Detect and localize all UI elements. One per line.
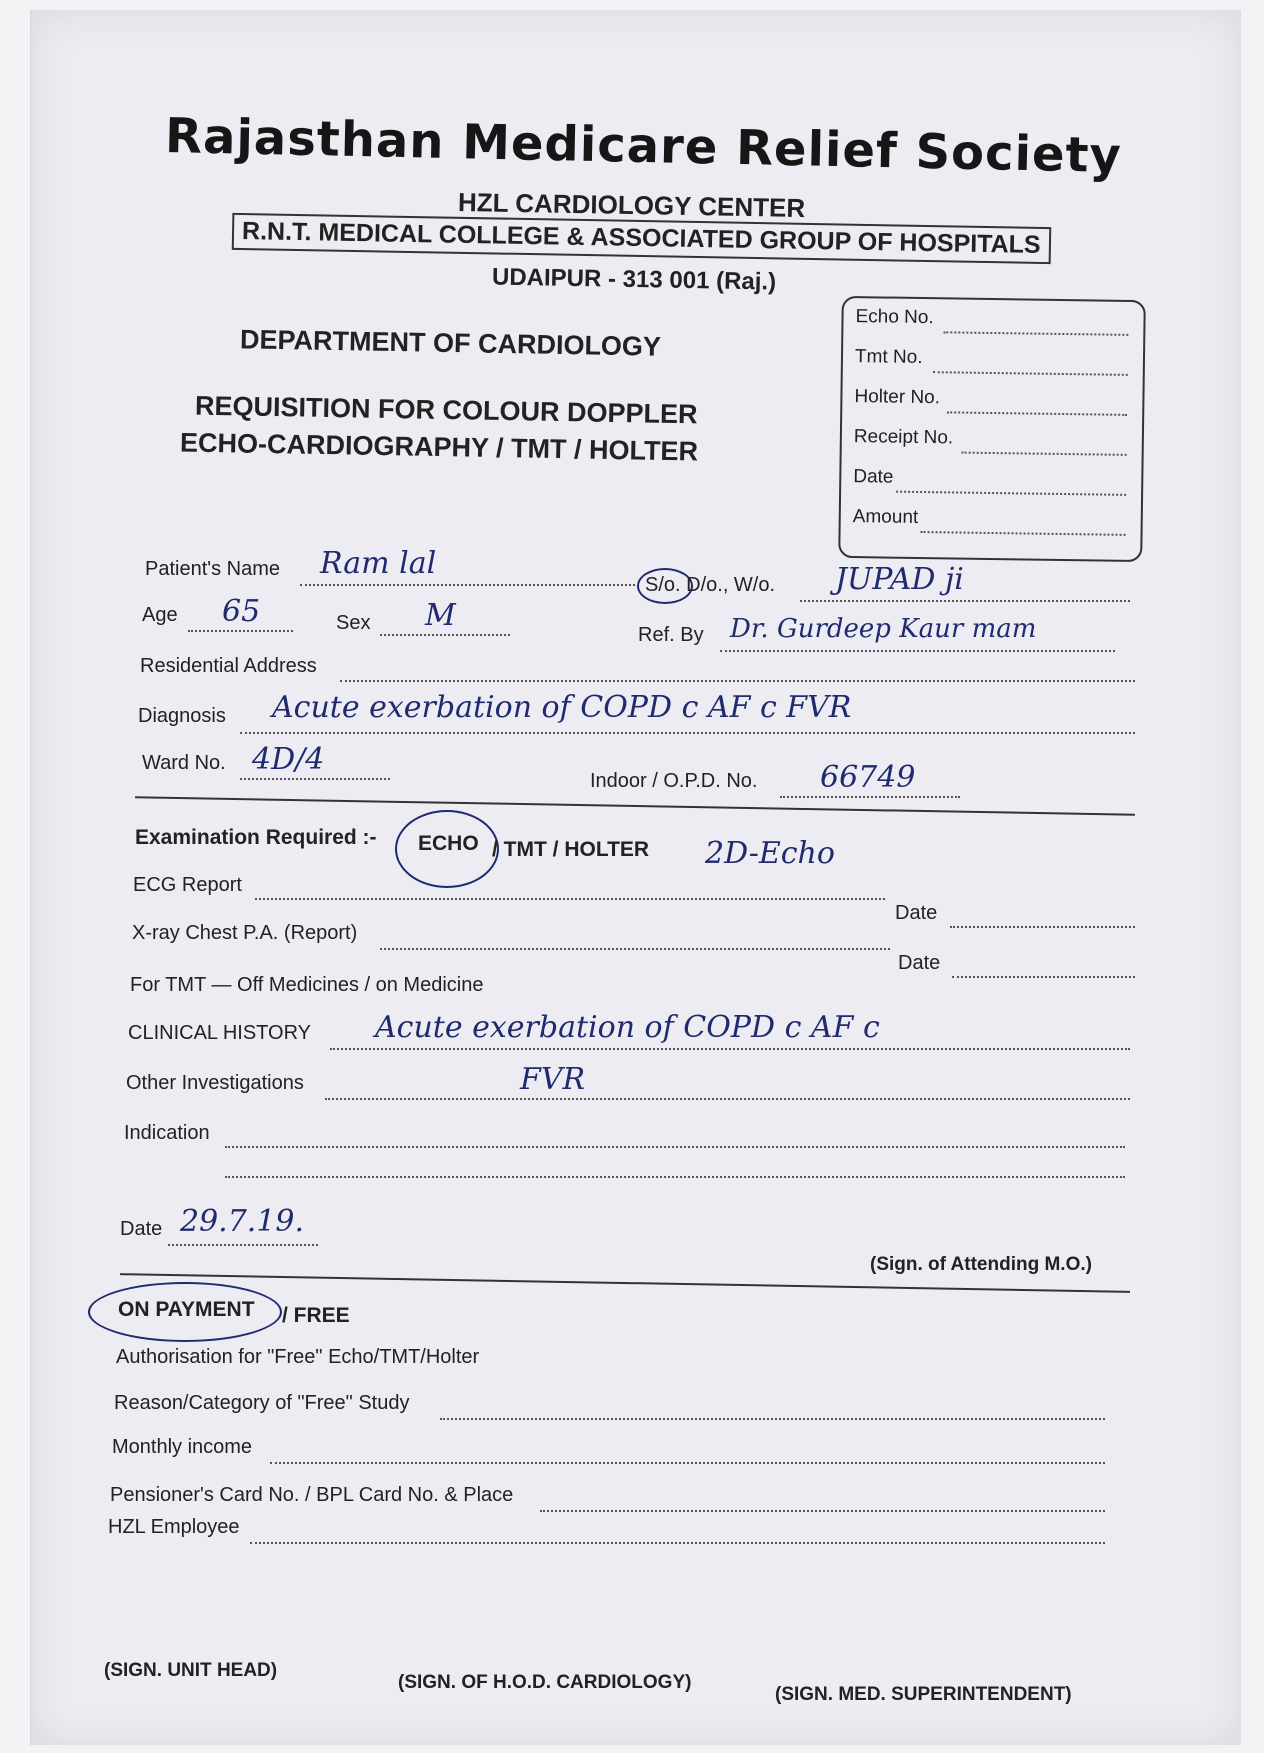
opd-label: Indoor / O.P.D. No. — [590, 770, 758, 792]
exam-tmt-holter: / TMT / HOLTER — [492, 838, 650, 861]
receipt-no-label: Receipt No. — [853, 426, 954, 449]
amount-field[interactable] — [921, 531, 1126, 536]
indication-field[interactable] — [225, 1146, 1125, 1148]
box-date-field[interactable] — [896, 491, 1126, 496]
exam-label: Examination Required :- — [135, 826, 377, 849]
patient-name-value: Ram lal — [320, 546, 437, 581]
sign-date-field[interactable] — [168, 1244, 318, 1246]
hzl-employee-field[interactable] — [250, 1542, 1105, 1544]
ecg-label: ECG Report — [133, 874, 242, 896]
clinical-history-value: Acute exerbation of COPD c AF c — [375, 1010, 880, 1045]
age-field[interactable] — [188, 630, 293, 632]
ref-by-value: Dr. Gurdeep Kaur mam — [730, 614, 1037, 644]
amount-label: Amount — [852, 506, 919, 528]
income-field[interactable] — [270, 1462, 1105, 1464]
college-name: R.N.T. MEDICAL COLLEGE & ASSOCIATED GROUP OF HOSPITALS — [232, 213, 1051, 264]
relation-label: S/o. D/o., W/o. — [645, 574, 776, 596]
requisition-line-2: ECHO-CARDIOGRAPHY / TMT / HOLTER — [179, 427, 699, 467]
box-date-label: Date — [853, 466, 894, 488]
on-payment-label: ON PAYMENT — [118, 1298, 255, 1321]
ecg-date-field[interactable] — [950, 926, 1135, 928]
sex-value: M — [425, 598, 456, 633]
diagnosis-field[interactable] — [240, 732, 1135, 734]
opd-field[interactable] — [780, 796, 960, 798]
diagnosis-label: Diagnosis — [138, 705, 226, 727]
hod-sign: (SIGN. OF H.O.D. CARDIOLOGY) — [398, 1672, 692, 1693]
echo-no-field[interactable] — [943, 331, 1128, 336]
exam-echo: ECHO — [418, 832, 479, 855]
office-use-box — [838, 296, 1146, 562]
tmt-no-field[interactable] — [933, 371, 1128, 376]
free-label: / FREE — [282, 1304, 350, 1327]
ward-label: Ward No. — [142, 752, 226, 774]
sign-date-label: Date — [120, 1218, 163, 1240]
sign-date-value: 29.7.19. — [180, 1204, 305, 1239]
address-label: Residential Address — [140, 655, 317, 677]
address-field[interactable] — [340, 680, 1135, 682]
ref-by-field[interactable] — [720, 650, 1115, 652]
relation-value: JUPAD ji — [835, 562, 964, 597]
other-investigations-field[interactable] — [325, 1098, 1130, 1100]
ecg-field[interactable] — [255, 898, 885, 900]
pensioner-label: Pensioner's Card No. / BPL Card No. & Place — [110, 1484, 514, 1506]
ref-by-label: Ref. By — [638, 624, 704, 646]
reason-field[interactable] — [440, 1418, 1105, 1420]
tmt-no-label: Tmt No. — [854, 346, 923, 369]
xray-date-label: Date — [898, 952, 941, 974]
pensioner-field[interactable] — [540, 1510, 1105, 1512]
ecg-date-label: Date — [895, 902, 938, 924]
tmt-medicine-label: For TMT — Off Medicines / on Medicine — [130, 974, 484, 996]
opd-value: 66749 — [820, 760, 916, 795]
indication-label: Indication — [124, 1122, 210, 1144]
receipt-no-field[interactable] — [962, 452, 1127, 456]
city-line: UDAIPUR - 313 001 (Raj.) — [491, 263, 777, 296]
xray-date-field[interactable] — [952, 976, 1135, 978]
clinical-history-field[interactable] — [330, 1048, 1130, 1050]
indication-field-2[interactable] — [225, 1176, 1125, 1178]
reason-label: Reason/Category of "Free" Study — [114, 1392, 410, 1414]
sex-label: Sex — [336, 612, 371, 634]
age-value: 65 — [222, 594, 261, 629]
income-label: Monthly income — [112, 1436, 253, 1458]
age-label: Age — [142, 604, 178, 626]
ward-value: 4D/4 — [252, 742, 325, 777]
holter-no-label: Holter No. — [854, 386, 941, 409]
xray-label: X-ray Chest P.A. (Report) — [132, 922, 358, 944]
unit-head-sign: (SIGN. UNIT HEAD) — [104, 1660, 278, 1681]
other-investigations-value: FVR — [520, 1062, 586, 1097]
center-name: HZL CARDIOLOGY CENTER — [457, 186, 806, 224]
echo-no-label: Echo No. — [855, 306, 934, 329]
hzl-employee-label: HZL Employee — [108, 1516, 240, 1538]
exam-value: 2D-Echo — [705, 836, 835, 871]
mo-sign-label: (Sign. of Attending M.O.) — [870, 1254, 1092, 1275]
requisition-line-1: REQUISITION FOR COLOUR DOPPLER — [194, 390, 698, 430]
department-heading: DEPARTMENT OF CARDIOLOGY — [239, 324, 662, 362]
clinical-history-label: CLINICAL HISTORY — [128, 1022, 312, 1044]
sex-field[interactable] — [380, 634, 510, 636]
ward-field[interactable] — [240, 778, 390, 780]
xray-field[interactable] — [380, 948, 890, 950]
authorisation-label: Authorisation for "Free" Echo/TMT/Holter — [116, 1346, 480, 1368]
society-title: Rajasthan Medicare Relief Society — [164, 107, 1123, 185]
diagnosis-value: Acute exerbation of COPD c AF c FVR — [272, 690, 852, 725]
holter-no-field[interactable] — [947, 411, 1127, 416]
superintendent-sign: (SIGN. MED. SUPERINTENDENT) — [775, 1684, 1072, 1705]
relation-field[interactable] — [800, 600, 1130, 602]
patient-name-label: Patient's Name — [145, 558, 280, 580]
other-investigations-label: Other Investigations — [126, 1072, 304, 1094]
patient-name-field[interactable] — [300, 584, 635, 586]
